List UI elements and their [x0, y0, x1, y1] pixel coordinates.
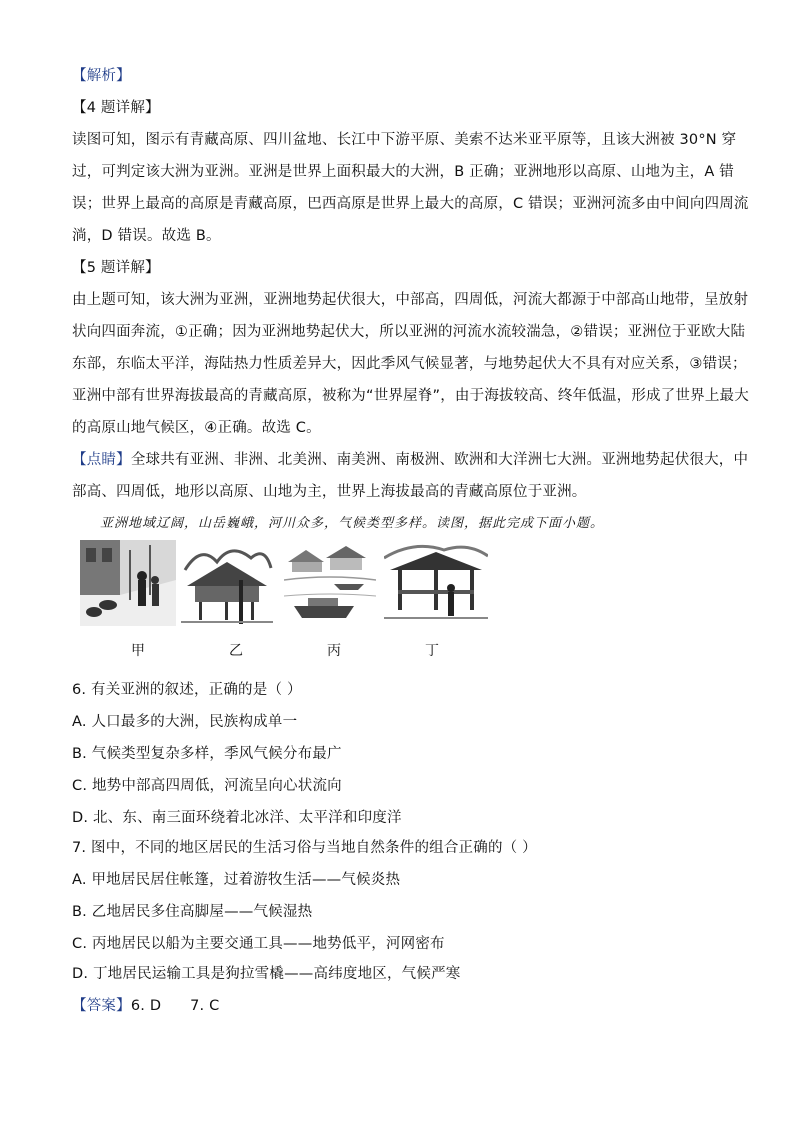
- q6-option-c: C. 地势中部高四周低，河流呈向心状流向: [72, 778, 342, 794]
- q6-option-b: B. 气候类型复杂多样，季风气候分布最广: [72, 746, 342, 762]
- q6-option-d: D. 北、东、南三面环绕着北冰洋、太平洋和印度洋: [72, 810, 402, 826]
- figure-row: [80, 540, 490, 630]
- q7-option-b: B. 乙地居民多住高脚屋——气候湿热: [72, 904, 313, 920]
- q4-line-1: 读图可知，图示有青藏高原、四川盆地、长江中下游平原、美索不达米亚平原等，且该大洲被 30°N 穿: [72, 132, 737, 148]
- figure-caption-bing: 丙: [327, 643, 341, 659]
- figure-caption-jia: 甲: [131, 643, 145, 659]
- answer-line: [72, 996, 722, 1016]
- q5-line-4: 亚洲中部有世界海拔最高的青藏高原，被称为“世界屋脊”，由于海拔较高、终年低温，形成了世界上最大: [72, 388, 749, 404]
- q7-stem: 7. 图中，不同的地区居民的生活习俗与当地自然条件的组合正确的（ ）: [72, 840, 537, 856]
- dianjing-line-1: [72, 450, 749, 470]
- q7-option-d: D. 丁地居民运输工具是狗拉雪橇——高纬度地区，气候严寒: [72, 966, 461, 982]
- answer-text: 6. D 7. C: [130, 998, 220, 1014]
- q5-line-3: 东部，东临太平洋，海陆热力性质差异大，因此季风气候显著，与地势起伏大不具有对应关系，③错误；: [72, 356, 747, 372]
- q4-line-3: 误；世界上最高的高原是青藏高原，巴西高原是世界上最大的高原，C 错误；亚洲河流多由中间向四周流: [72, 196, 749, 212]
- q4-line-4: 淌，D 错误。故选 B。: [72, 228, 221, 244]
- q6-stem: 6. 有关亚洲的叙述，正确的是（ ）: [72, 682, 302, 698]
- figure-caption-yi: 乙: [229, 643, 243, 659]
- analysis-heading: 【解析】: [72, 68, 131, 84]
- q5-line-5: 的高原山地气候区，④正确。故选 C。: [72, 420, 321, 436]
- q5-heading: 【5 题详解】: [72, 260, 160, 276]
- figure-caption-ding: 丁: [425, 643, 439, 659]
- sled-dog-scene-icon: [80, 540, 176, 626]
- q5-line-2: 状向四面奔流，①正确；因为亚洲地势起伏大，所以亚洲的河流水流较湍急，②错误；亚洲位于亚欧大陆: [72, 324, 746, 340]
- q7-option-a: A. 甲地居民居住帐篷，过着游牧生活——气候炎热: [72, 872, 401, 888]
- q6-option-a: A. 人口最多的大洲，民族构成单一: [72, 714, 298, 730]
- dianjing-text-1: 全球共有亚洲、非洲、北美洲、南美洲、南极洲、欧洲和大洋洲七大洲。亚洲地势起伏很大，中: [130, 452, 749, 468]
- boat-village-scene-icon: [284, 540, 376, 626]
- q4-line-2: 过，可判定该大洲为亚洲。亚洲是世界上面积最大的大洲，B 正确；亚洲地形以高原、山地为主，A 错: [72, 164, 734, 180]
- pavilion-scene-icon: [384, 540, 488, 626]
- stilt-house-scene-icon: [181, 540, 273, 626]
- dianjing-tag: 【点睛】: [72, 452, 131, 468]
- q5-line-1: 由上题可知，该大洲为亚洲，亚洲地势起伏很大，中部高，四周低，河流大都源于中部高山地带，呈放射: [72, 292, 749, 308]
- q7-option-c: C. 丙地居民以船为主要交通工具——地势低平，河网密布: [72, 936, 445, 952]
- dianjing-line-2: 部高、四周低，地形以高原、山地为主，世界上海拔最高的青藏高原位于亚洲。: [72, 484, 587, 500]
- q4-heading: 【4 题详解】: [72, 100, 160, 116]
- answer-tag: 【答案】: [72, 998, 131, 1014]
- intro-text: 亚洲地域辽阔，山岳巍峨，河川众多，气候类型多样。读图，据此完成下面小题。: [100, 516, 605, 531]
